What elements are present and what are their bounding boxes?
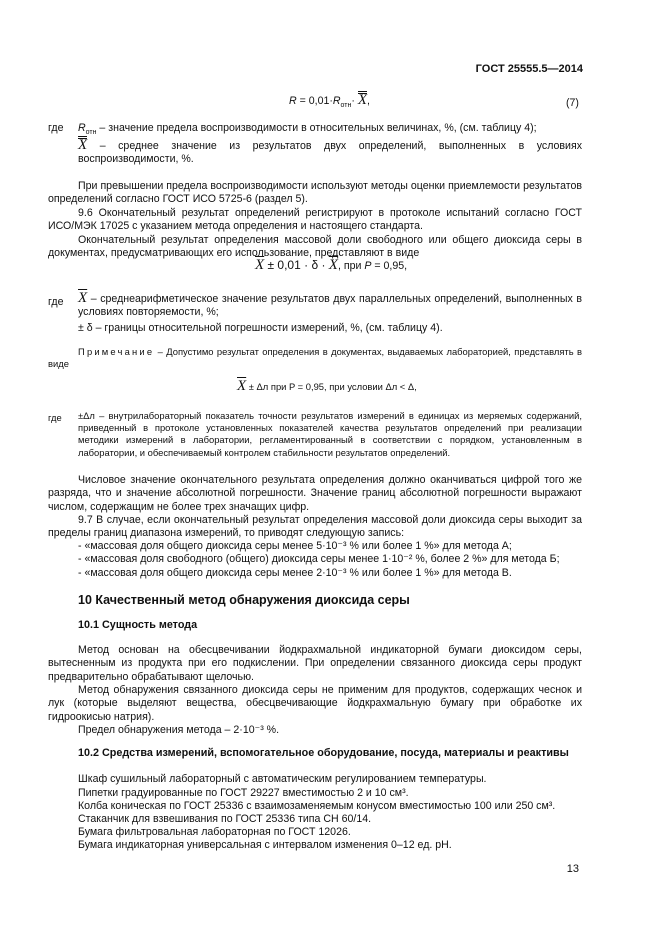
note-paragraph (48, 346, 582, 370)
formula-7-x: X (357, 92, 368, 108)
where-delta-definition: ± δ – границы относительной погрешности измерений, %, (см. таблицу 4). (78, 322, 443, 334)
paragraph-numeric-value: Числовое значение окончательного результата определения должно оканчиваться цифрой того же разряда, что и значение абсолютной погрешности. Значение границ абсолютной погрешности выражают числом, содержащим не более трех значащих цифр. (48, 474, 582, 513)
section-10-1-title: 10.1 Сущность метода (78, 619, 198, 631)
formula-result-part3: = 0,95, (371, 260, 408, 272)
note-formula (237, 380, 417, 393)
where-x-mean-definition (78, 292, 582, 320)
note-formula-rest: ± Δл при P = 0,95, при условии Δл < Δ, (246, 381, 417, 392)
bullet-method-v: - «массовая доля общего диоксида серы менее 2·10⁻³ % или более 1 %» для метода В. (78, 567, 512, 579)
where-x-symbol: X (78, 137, 88, 153)
note-formula-x: $\overline{X}$ (237, 378, 247, 394)
paragraph-reproducibility: При превышении предела воспроизводимости используют методы оценки приемлемости результатов определений согласно ГОСТ ИСО 5725-6 (раздел 5). (48, 180, 582, 206)
paragraph-detection-limit: Предел обнаружения метода – 2·10⁻³ %. (78, 724, 280, 736)
formula-result-part2: , при (337, 260, 365, 272)
where-x-definition (78, 139, 582, 167)
note-where-definition (78, 410, 582, 459)
formula-7-rsym: R (332, 95, 341, 107)
section-10-title: 10 Качественный метод обнаружения диоксида серы (78, 593, 410, 607)
where-r-sub: отн (85, 129, 97, 137)
where-label-1: где (48, 122, 64, 134)
where2-x-text: – среднеарифметическое значение результатов двух параллельных определений, выполненных в условиях повторяемости, %; (78, 293, 582, 319)
equipment-item: Шкаф сушильный лабораторный с автоматическим регулированием температуры. (78, 773, 487, 785)
note-where-symbol: ±Δл (78, 410, 95, 421)
where-r-text: – значение предела воспроизводимости в относительных величинах, %, (см. таблицу 4); (96, 122, 537, 134)
formula-result-part1: ± 0,01 · δ · (264, 258, 329, 272)
formula-result (255, 259, 407, 273)
where-label-2: где (48, 296, 64, 308)
paragraph-method-limitation: Метод обнаружения связанного диоксида серы не применим для продуктов, содержащих чеснок и лук (которые выделяют вещества, обесцвечивающие йодкрахмальную бумагу при обработке их гидроокисью натрия). (48, 684, 582, 723)
formula-result-p: P (364, 260, 372, 272)
formula-7: $R = 0,01\cdot R_{отн}\cdot X$, (289, 92, 370, 110)
formula-7-r: R (289, 95, 297, 107)
note-text: – Допустимо результат определения в документах, выдаваемых лабораторией, представлять в виде (48, 346, 582, 370)
equipment-item: Бумага индикаторная универсальная с интервалом изменения 0–12 ед. pH. (78, 839, 452, 851)
standard-header: ГОСТ 25555.5—2014 (475, 63, 583, 75)
formula-7-tail: , (367, 95, 370, 107)
paragraph-9-7: 9.7 В случае, если окончательный результат определения массовой доли диоксида серы выходит за пределы границ диапазона измерений, то приводят следующую запись: (48, 514, 582, 540)
formula-7-number: (7) (566, 97, 579, 109)
where2-x-symbol: $\overline{X}$ (78, 290, 88, 306)
paragraph-method-basis: Метод основан на обесцвечивании йодкрахмальной индикаторной бумаги диоксидом серы, вытесненным из продукта при его подкислении. При определении связанного диоксида серы продукт предварительно обрабатывают щелочью. (48, 644, 582, 683)
formula-result-x: $\overline{X}$ (255, 257, 265, 273)
equipment-item: Бумага фильтровальная лабораторная по ГОСТ 12026. (78, 826, 351, 838)
note-where-text: – внутрилабораторный показатель точности результатов измерений в единицах из меряемых содержаний, приведенный в протоколе установленных показателей качества результатов определений при реализации методики измерений в лаборатории, регламентированный в соответствии с порядком, установленным в лаборатории, и обеспечиваемый контролем стабильности результатов определений. (78, 410, 582, 458)
section-10-2-title: 10.2 Средства измерений, вспомогательное оборудование, посуда, материалы и реактивы (78, 747, 569, 759)
note-where-label: где (48, 412, 62, 423)
bullet-method-b: - «массовая доля свободного (общего) диоксида серы менее 1·10⁻² %, более 2 %» для метода Б; (78, 553, 560, 565)
formula-7-rsub: отн (340, 102, 352, 110)
note-label: Примечание (78, 346, 155, 357)
paragraph-9-6: 9.6 Окончательный результат определений регистрируют в протоколе испытаний согласно ГОСТ ИСО/МЭК 17025 с указанием метода определения и настоящего стандарта. (48, 207, 582, 233)
where-r-definition (78, 122, 582, 140)
bullet-method-a: - «массовая доля общего диоксида серы менее 5·10⁻³ % или более 1 %» для метода А; (78, 540, 512, 552)
equipment-item: Колба коническая по ГОСТ 25336 с взаимозаменяемым конусом вместимостью 100 или 250 см³. (78, 800, 556, 812)
where-r-symbol: R (78, 122, 86, 134)
formula-result-x2: $\overline{X}$ (328, 257, 338, 273)
where-x-text: – среднее значение из результатов двух определений, выполненных в условиях воспроизводимости, %. (78, 140, 582, 166)
paragraph-final-result: Окончательный результат определения массовой доли свободного или общего диоксида серы в документах, предусматривающих его использование, представляют в виде (48, 234, 582, 260)
equipment-item: Стаканчик для взвешивания по ГОСТ 25336 типа СН 60/14. (78, 813, 372, 825)
page-number: 13 (566, 863, 579, 875)
equipment-item: Пипетки градуированные по ГОСТ 29227 вместимостью 2 и 10 см³. (78, 787, 409, 799)
